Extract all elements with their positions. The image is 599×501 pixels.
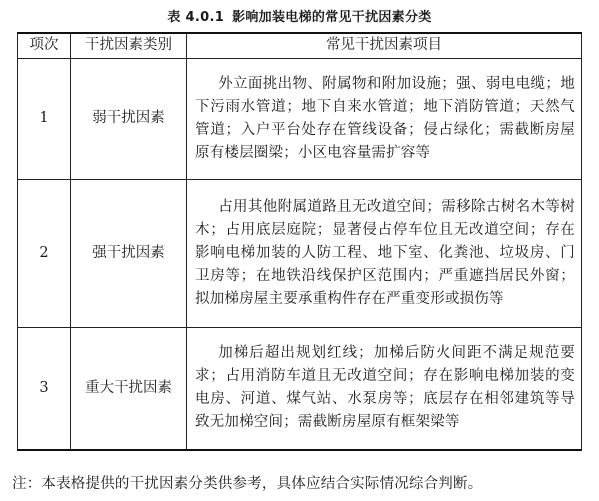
header-category: 干扰因素类别 xyxy=(71,33,187,58)
table-title: 影响加装电梯的常见干扰因素分类 xyxy=(232,10,432,25)
header-index: 项次 xyxy=(18,33,71,58)
table-number: 表 4.0.1 xyxy=(167,10,225,25)
row-items: 占用其他附属道路且无改道空间；需移除古树名木等树木；占用底层庭院；显著侵占停车位且无改道空间；存在影响电梯加装的人防工程、地下室、化粪池、垃圾房、门卫房等；在地铁沿线保护区范围内；严重遮挡居民外窗；拟加梯房屋主要承重构件存在严重变形或损伤等 xyxy=(187,179,582,327)
table-note: 注：本表格提供的干扰因素分类供参考，具体应结合实际情况综合判断。 xyxy=(12,476,483,492)
table-header-row xyxy=(18,33,582,58)
row-category: 重大干扰因素 xyxy=(71,327,187,450)
row-items: 外立面挑出物、附属物和附加设施；强、弱电电缆；地下污雨水管道；地下自来水管道；地下消防管道；天然气管道；入户平台处存在管线设备；侵占绿化；需截断房屋原有楼层圈梁；小区电容量需扩容等 xyxy=(187,58,582,179)
row-items: 加梯后超出规划红线；加梯后防火间距不满足规范要求；占用消防车道且无改道空间；存在影响电梯加装的变电房、河道、煤气站、水泵房等；底层存在相邻建筑等导致无加梯空间；需截断房屋原有框架梁等 xyxy=(187,327,582,450)
table-row xyxy=(18,179,582,327)
table-row xyxy=(18,327,582,450)
interference-factor-table xyxy=(17,32,582,451)
row-category: 强干扰因素 xyxy=(71,179,187,327)
table-row xyxy=(18,58,582,179)
header-items: 常见干扰因素项目 xyxy=(187,33,582,58)
table-caption xyxy=(0,6,599,25)
row-index: 1 xyxy=(18,58,71,179)
row-index: 3 xyxy=(18,327,71,450)
row-index: 2 xyxy=(18,179,71,327)
row-category: 弱干扰因素 xyxy=(71,58,187,179)
